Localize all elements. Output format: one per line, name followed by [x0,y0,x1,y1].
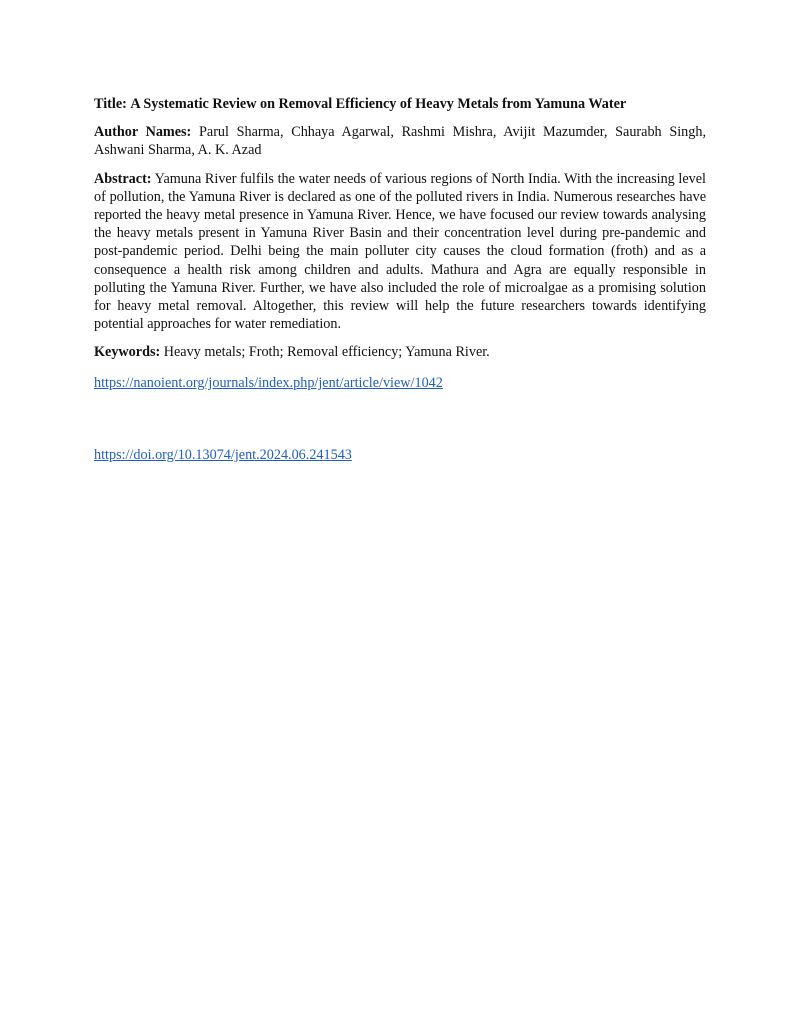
article-link-container [94,374,706,392]
title-label: Title: [94,96,127,112]
abstract-label: Abstract: [94,170,152,187]
keywords-paragraph [94,343,706,361]
document-page [94,95,706,464]
abstract-text: Yamuna River fulfils the water needs of various regions of North India. With the increasing level of pollution, the Yamuna River is declared as one of the polluted rivers in India. Numerous researches have reported the heavy metal presence in Yamuna River. Hence, we have focused our review towards analysing the heavy metals present in Yamuna River Basin and their concentration level during pre-pandemic and post-pandemic period. Delhi being the main polluter city causes the cloud formation (froth) and as a consequence a health risk among children and adults. Mathura and Agra are equally responsible in polluting the Yamuna River. Further, we have also included the role of microalgae as a promising solution for heavy metal removal. Altogether, this review will help the future researchers towards identifying potential approaches for water remediation. [94,170,706,333]
authors-label: Author Names: [94,124,192,141]
title-text: A Systematic Review on Removal Efficiency of Heavy Metals from Yamuna Water [130,96,627,112]
doi-link-container [94,446,706,464]
title-paragraph [94,95,706,113]
abstract-paragraph [94,170,706,334]
keywords-text: Heavy metals; Froth; Removal efficiency; Yamuna River. [163,344,490,361]
doi-link[interactable]: https://doi.org/10.13074/jent.2024.06.241543 [94,446,352,463]
keywords-label: Keywords: [94,344,161,361]
authors-paragraph [94,123,706,159]
article-link[interactable]: https://nanoient.org/journals/index.php/jent/article/view/1042 [94,374,443,391]
authors-text: Parul Sharma, Chhaya Agarwal, Rashmi Mishra, Avijit Mazumder, Saurabh Singh, Ashwani Sharma, A. K. Azad [94,124,707,159]
